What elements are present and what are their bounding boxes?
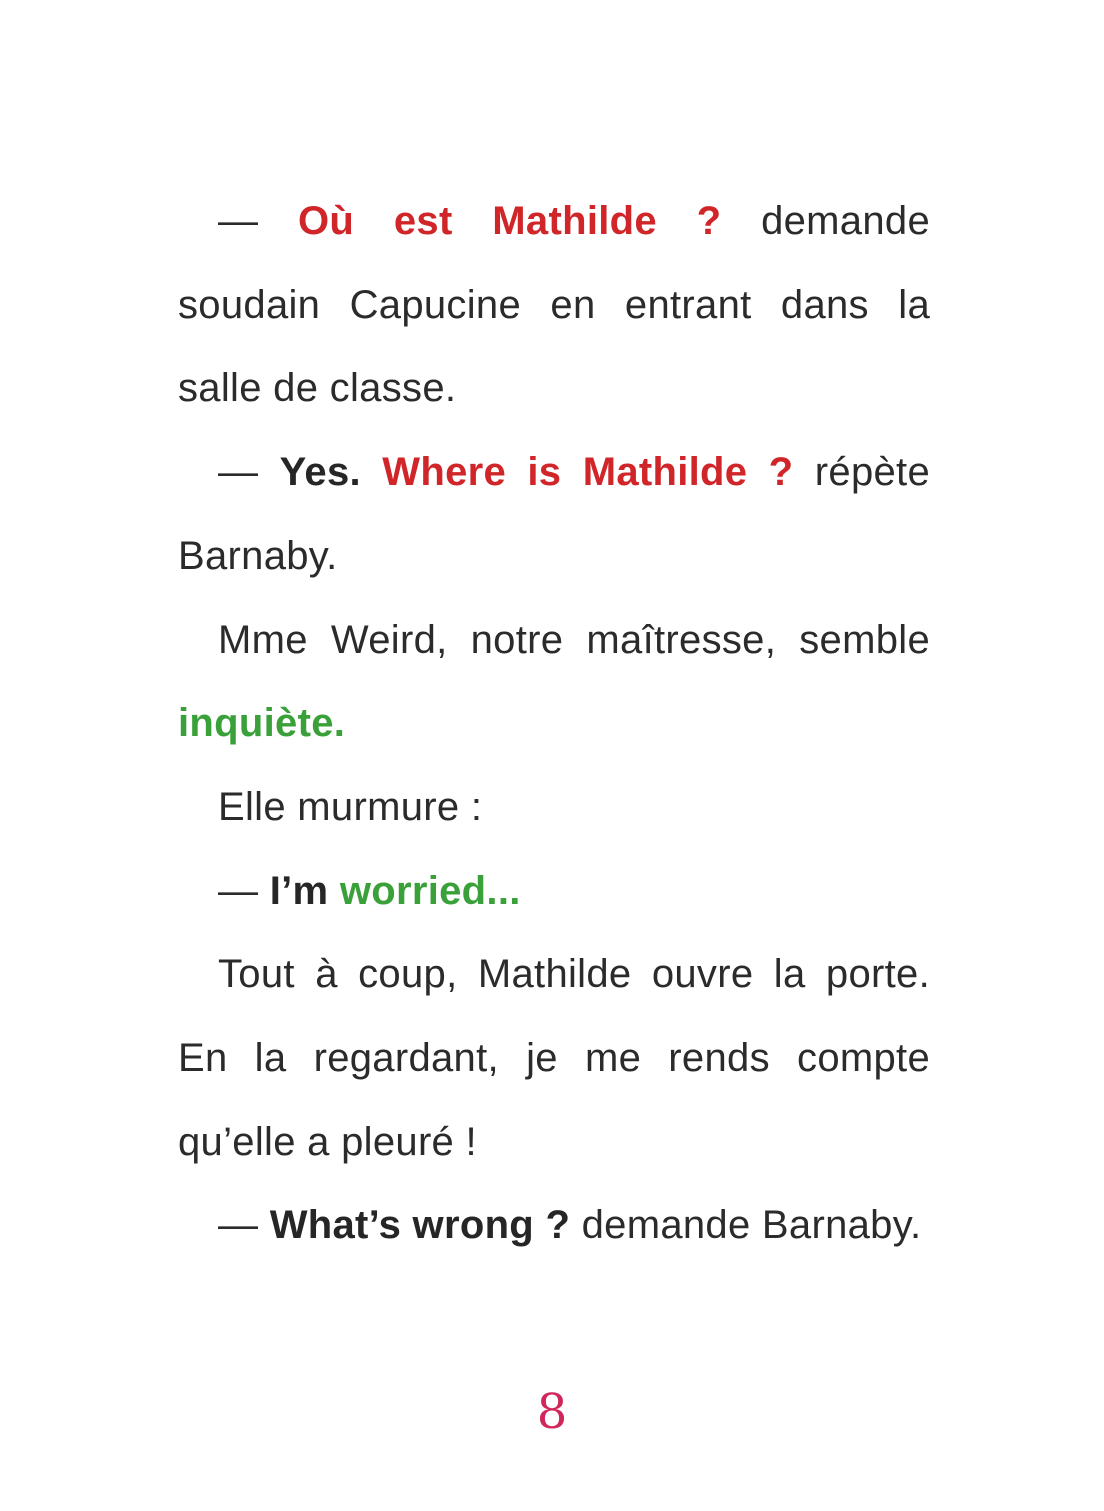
paragraph-6 bbox=[178, 933, 930, 1184]
paragraph-1-rest: demande soudain Capucine en entrant dans la salle de classe. bbox=[178, 199, 930, 411]
dialogue-dash: — bbox=[218, 868, 270, 913]
english-im: I’m bbox=[269, 868, 329, 913]
paragraph-5 bbox=[178, 850, 930, 934]
paragraph-7-rest: demande Barnaby. bbox=[570, 1203, 922, 1248]
dialogue-dash: — bbox=[218, 199, 299, 243]
paragraph-3 bbox=[178, 599, 930, 766]
paragraph-3-text: Mme Weird, notre maîtresse, semble bbox=[218, 617, 930, 662]
paragraph-4-text: Elle murmure : bbox=[218, 784, 483, 829]
english-question: What’s wrong ? bbox=[269, 1203, 571, 1248]
story-text bbox=[178, 180, 930, 1268]
dialogue-dash: — bbox=[218, 450, 280, 495]
paragraph-2 bbox=[178, 431, 930, 598]
french-question-highlight: Où est Mathilde ? bbox=[298, 199, 722, 243]
dialogue-dash: — bbox=[218, 1203, 270, 1248]
paragraph-6-text: Tout à coup, Mathilde ouvre la porte. En la regardant, je me rends compte qu’elle a pleuré ! bbox=[178, 952, 930, 1164]
word-space bbox=[361, 450, 382, 494]
english-question-highlight: Where is Mathilde ? bbox=[382, 450, 794, 495]
word-space bbox=[328, 869, 339, 913]
paragraph-2-rest: répète Barnaby. bbox=[178, 450, 930, 578]
paragraph-1 bbox=[178, 180, 930, 431]
page-number: 8 bbox=[536, 1384, 568, 1440]
paragraph-7 bbox=[178, 1184, 930, 1268]
english-word-highlight: worried... bbox=[339, 868, 521, 913]
paragraph-4 bbox=[178, 766, 930, 850]
french-word-highlight: inquiète. bbox=[178, 701, 346, 746]
english-yes: Yes. bbox=[279, 450, 361, 495]
